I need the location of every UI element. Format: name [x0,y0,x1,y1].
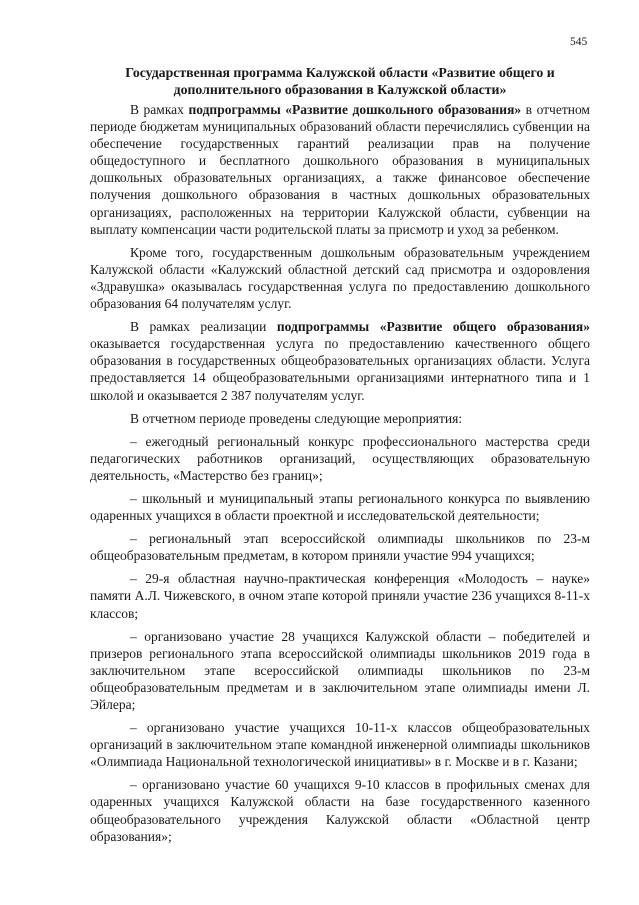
list-item: – региональный этап всероссийской олимпиады школьников по 23-м общеобразовательным предметам, в котором приняли участие 994 учащихся; [90,531,590,564]
paragraph: В рамках реализации подпрограммы «Развитие общего образования» оказывается государственная услуга по предоставлению качественного общего образования в государственных общеобразовательных организациях области. Услуга предоставляется 14 общеобразовательными организациями интернатного типа и 1 школой и оказывается 2 387 получателям услуг. [90,319,590,403]
list-item: – школьный и муниципальный этапы регионального конкурса по выявлению одаренных учащихся в области проектной и исследовательской деятельности; [90,490,590,524]
list-item: – организовано участие 60 учащихся 9-10 классов в профильных сменах для одаренных учащихся Калужской области на базе государственного казенного общеобразовательного учреждения Калужской области «Областной центр образования»; [90,777,590,844]
paragraph: В отчетном периоде проведены следующие мероприятия: [130,410,463,426]
paragraph: Кроме того, государственным дошкольным образовательным учреждением Калужской области «Калужский областной детский сад присмотра и оздоровления «Здравушка» оказывалась государственная услуга по предоставлению дошкольного образования 64 получателям услуг. [90,244,590,312]
document-title: Государственная программа Калужской области «Развитие общего и дополнительного образования в Калужской области» [125,65,555,97]
list-item: – организовано участие учащихся 10-11-х классов общеобразовательных организаций в заключительном этапе командной инженерной олимпиады школьников «Олимпиада Национальной технологической инициативы» в г. Москве и в г. Казани; [90,720,590,770]
list-item: – 29-я областная научно-практическая конференция «Молодость – науке» памяти А.Л. Чижевского, в очном этапе которой приняли участие 236 учащихся 8-11-х классов; [90,571,590,621]
list-item: – организовано участие 28 учащихся Калужской области – победителей и призеров регионального этапа всероссийской олимпиады школьников 2019 года в заключительном этапе всероссийской олимпиады школьников по 23-м общеобразовательным предметам и в заключительном этапе олимпиады имени Л. Эйлера; [90,628,590,712]
document-body [90,101,590,851]
list-item: – ежегодный региональный конкурс профессионального мастерства среди педагогических работников организаций, осуществляющих образовательную деятельность, «Мастерство без границ»; [90,433,590,483]
subprogram-name: подпрограммы «Развитие дошкольного образования» [188,102,522,117]
subprogram-name: подпрограммы «Развитие общего образования» [276,319,590,335]
paragraph: В рамках подпрограммы «Развитие дошкольного образования» в отчетном периоде бюджетам муниципальных образований области перечислялись субвенции на обеспечение государственных гарантий реализации прав на получение общедоступного и бесплатного дошкольного образования в муниципальных дошкольных образовательных организациях, а также финансовое обеспечение получения дошкольного образования в частных дошкольных образовательных организациях, расположенных на территории Калужской области, субвенции на выплату компенсации части родительской платы за присмотр и уход за ребенком. [90,102,590,237]
page-number: 545 [570,36,588,48]
